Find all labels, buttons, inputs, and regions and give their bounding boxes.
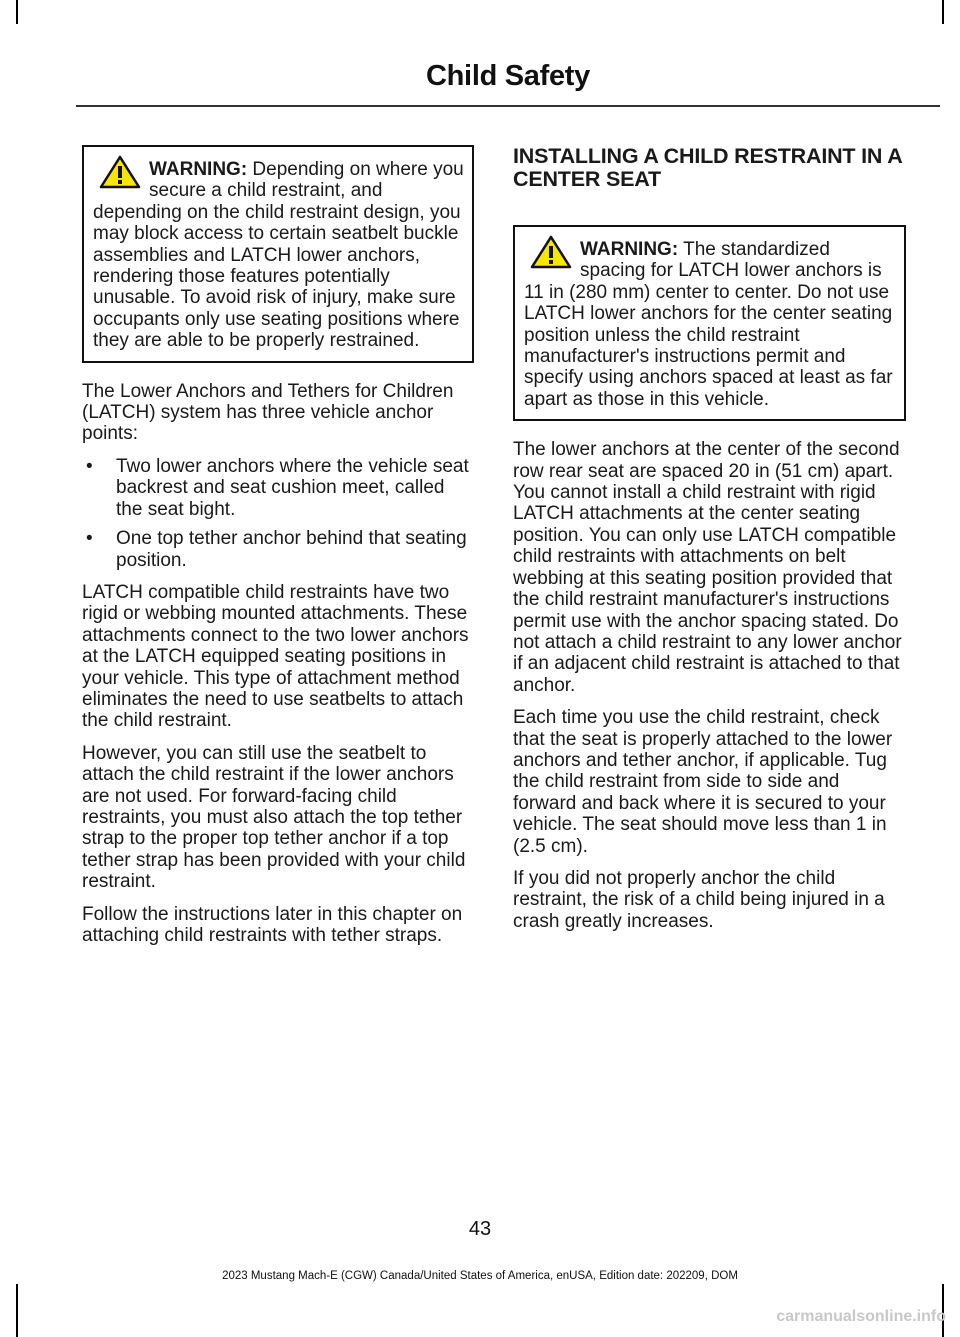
crop-mark-bottom-left xyxy=(16,1284,18,1337)
warning-box-latch-access xyxy=(82,145,474,363)
right-column xyxy=(513,145,906,943)
paragraph: The lower anchors at the center of the second row rear seat are spaced 20 in (51 cm) apart. You cannot install a child restraint with rigid LATCH attachments at the center seating position. You can only use LATCH compatible child restraints with attachments on belt webbing at this seating position provided that the child restraint manufacturer's instructions permit use with the anchor spacing stated. Do not attach a child restraint to any lower anchor if an adjacent child restraint is attached to that anchor. xyxy=(513,439,902,696)
warning-box-anchor-spacing xyxy=(513,225,906,421)
bullet-mark: • xyxy=(86,528,93,550)
crop-mark-top-right xyxy=(942,0,944,24)
list-item xyxy=(82,528,474,571)
warning-body: Depending on where you secure a child restraint, and depending on the child restraint design, you may block access to certain seatbelt buckle assemblies and LATCH lower anchors, rendering those features potentially unusable. To avoid risk of injury, make sure occupants only use seating positions where they are able to be properly restrained. xyxy=(93,159,464,352)
paragraph: If you did not properly anchor the child restraint, the risk of a child being injured in a crash greatly increases. xyxy=(513,867,885,932)
section-heading: INSTALLING A CHILD RESTRAINT IN A CENTER SEAT xyxy=(513,144,902,191)
warning-label: WARNING: xyxy=(149,159,248,180)
edition-footer: 2023 Mustang Mach-E (CGW) Canada/United States of America, enUSA, Edition date: 202209, DOM xyxy=(222,1270,738,1282)
warning-text xyxy=(93,159,464,352)
crop-mark-top-left xyxy=(16,0,18,24)
warning-triangle-icon xyxy=(99,155,141,189)
list-item xyxy=(82,456,474,520)
page-number: 43 xyxy=(468,1218,492,1240)
list-item-text: Two lower anchors where the vehicle seat backrest and seat cushion meet, called the seat bight. xyxy=(116,455,469,520)
paragraph: The Lower Anchors and Tethers for Children (LATCH) system has three vehicle anchor points: xyxy=(82,380,454,445)
bullet-mark: • xyxy=(86,455,93,477)
paragraph: Follow the instructions later in this chapter on attaching child restraints with tether straps. xyxy=(82,903,463,946)
paragraph: However, you can still use the seatbelt to attach the child restraint if the lower anchors are not used. For forward-facing child restraints, you must also attach the top tether strap to the proper top tether anchor if a top tether strap has been provided with your child restraint. xyxy=(82,742,466,893)
warning-body: The standardized spacing for LATCH lower anchors is 11 in (280 mm) center to center. Do not use LATCH lower anchors for the center seating position unless the child restraint manufacturer's instructions permit and specify using anchors spaced at least as far apart as those in this vehicle. xyxy=(524,239,893,410)
page-title: Child Safety xyxy=(426,60,590,92)
header-divider xyxy=(76,105,940,107)
watermark: carmanualsonline.info xyxy=(776,1308,946,1325)
warning-text xyxy=(524,239,896,410)
paragraph: LATCH compatible child restraints have two rigid or webbing mounted attachments. These attachments connect to the two lower anchors at the LATCH equipped seating positions in your vehicle. This type of attachment method eliminates the need to use seatbelts to attach the child restraint. xyxy=(82,581,469,732)
bullet-list xyxy=(82,456,474,571)
warning-label: WARNING: xyxy=(580,239,679,260)
paragraph: Each time you use the child restraint, check that the seat is properly attached to the lower anchors and tether anchor, if applicable. Tug the child restraint from side to side and forward and back where it is secured to your vehicle. The seat should move less than 1 in (2.5 cm). xyxy=(513,707,893,857)
left-column xyxy=(82,145,474,957)
list-item-text: One top tether anchor behind that seating position. xyxy=(116,528,467,571)
warning-triangle-icon xyxy=(530,235,572,269)
